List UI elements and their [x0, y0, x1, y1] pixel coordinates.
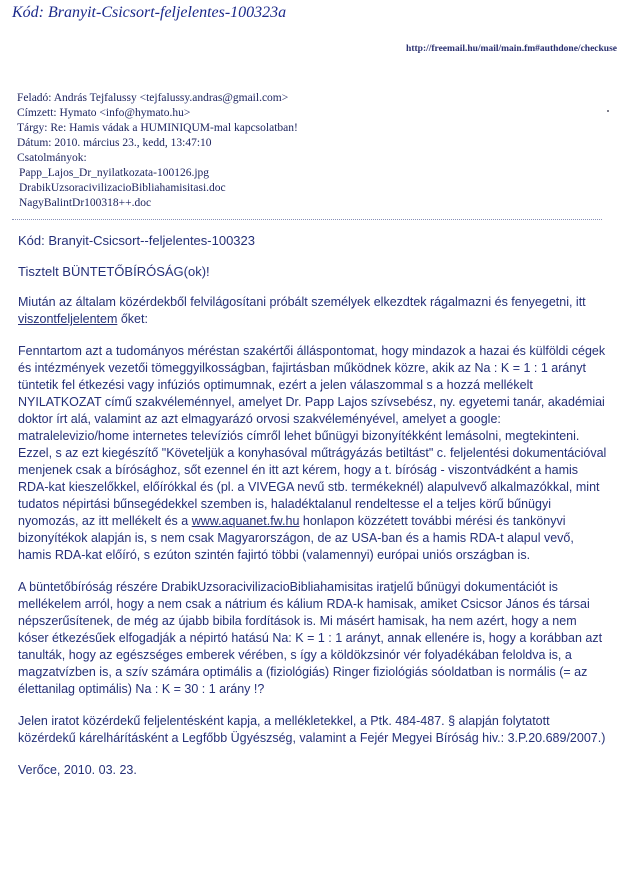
- p1-text-after: őket:: [117, 312, 148, 326]
- browser-url: http://freemail.hu/mail/main.fm#authdone/checkuse: [406, 44, 617, 54]
- closing-place-date: Verőce, 2010. 03. 23.: [18, 763, 137, 777]
- email-headers: [17, 91, 577, 211]
- header-divider: [12, 219, 602, 220]
- body-code-line: Kód: Branyit-Csicsort--feljelentes-100323: [18, 233, 255, 248]
- p1-text-before: Miután az általam közérdekből felvilágosítani próbált személyek elkezdtek rágalmazni és fenyegetni, itt: [18, 295, 586, 309]
- paragraph-intro: [18, 294, 608, 328]
- aquanet-link[interactable]: www.aquanet.fw.hu: [191, 514, 300, 528]
- viszontfeljelentem-link[interactable]: viszontfeljelentem: [18, 312, 118, 326]
- attachments-label: Csatolmányok:: [17, 152, 87, 164]
- date-line: Dátum: 2010. március 23., kedd, 13:47:10: [17, 137, 212, 149]
- attachment-item[interactable]: Papp_Lajos_Dr_nyilatkozata-100126.jpg: [19, 167, 210, 179]
- paragraph-documentation: A büntetőbíróság részére DrabikUzsoracivilizacioBibliahamisitas iratjelű bűnügyi dokumentációt is mellékelem arról, hogy a nem csak a nátrium és kálium RDA-k hamisak, amiket Csicsor János és társai népszerűsítenek, de még az újabb bibila fordítások is. Mi másért hamisak, ha nem azért, hogy a nem kóser étkezésűek elfogadják a népirtó hatású Na: K = 1 : 1 arányt, annak ellenére is, hogy a korábban azt tanulták, hogy az egészséges emberek vérében, s így a köldökzsinór vér folyadékában feloldva is, a magzatvízben is, a szív számára optimális a (fiziológiás) Ringer fiziológiás sóoldatban is normális (= az élettanilag optimális) Na : K = 30 : 1 arány !?: [18, 580, 603, 696]
- salutation: Tisztelt BÜNTETŐBÍRÓSÁG(ok)!: [18, 264, 210, 279]
- paragraph-main: [18, 343, 608, 564]
- document-code-title: Kód: Branyit-Csicsort-feljelentes-100323a: [12, 4, 287, 21]
- p2-text-b: honlapon közzétett további mérési és tankönyvi bizonyítékok alapján is, s nem csak Magyarországon, de az USA-ban és a hamis RDA-t alapul vevő, hamis RDA-kat előíró, s ezúton szintén fajirtó többi (valamennyi) európai uniós országban is.: [18, 514, 574, 562]
- subject-line: Tárgy: Re: Hamis vádak a HUMINIQUM-mal kapcsolatban!: [17, 122, 298, 134]
- attachment-item[interactable]: DrabikUzsoracivilizacioBibliahamisitasi.doc: [19, 182, 226, 194]
- paragraph-notice: Jelen iratot közérdekű feljelentésként kapja, a mellékletekkel, a Ptk. 484-487. § alapján folytatott közérdekű kárelhárításként a Legfőbb Ügyészség, valamint a Fejér Megyei Bíróság hiv.: 3.P.20.689/2007.): [18, 714, 606, 745]
- from-line: Feladó: András Tejfalussy <tejfalussy.andras@gmail.com>: [17, 92, 289, 104]
- attachment-item[interactable]: NagyBalintDr100318++.doc: [19, 197, 152, 209]
- p2-text-a: Fenntartom azt a tudományos méréstan szakértői álláspontomat, hogy mindazok a hazai és külföldi cégek és intézmények vezetői tömeggyilkosságban, fajirtásban működnek közre, akik az Na : K = 1 : 1 arányt tüntetik fel étkezési vagy infúziós optimumnak, ezért a jelen válaszommal s a hozzá mellékelt NYILATKOZAT című szakvéleménnyel, amelyet Dr. Papp Lajos szívsebész, ny. egyetemi tanár, akadémiai doktor írt alá, valamint az azt elmagyarázó orvosi szakvéleményével, amelyet a google: matralelevizio/home internetes televíziós címről lehet bűnügyi bizonyítékként lemásolni, megtekinteni. Ezzel, s az ezt kiegészítő "Követeljük a konyhasóval műtrágyázás betiltást" c. feljelentési dokumentációval menjenek csak a bírósághoz, sőt ezennel én itt azt kérem, hogy a t. bíróság - viszontvádként a hamis RDA-kat kieszelőkkel, előírókkal és (pl. a VIVEGA nevű stb. termékeknél) alapulvevő alkalmazókkal, mint tudatos népirtási bűnsegédekkel szemben is, haladéktalanul rendeltesse el a teljes körű bűnügyi nyomozás, az itt mellékelt és a: [18, 344, 607, 528]
- to-line: Címzett: Hymato <info@hymato.hu>: [17, 107, 191, 119]
- email-body: [18, 232, 608, 794]
- scan-speck: [607, 110, 609, 112]
